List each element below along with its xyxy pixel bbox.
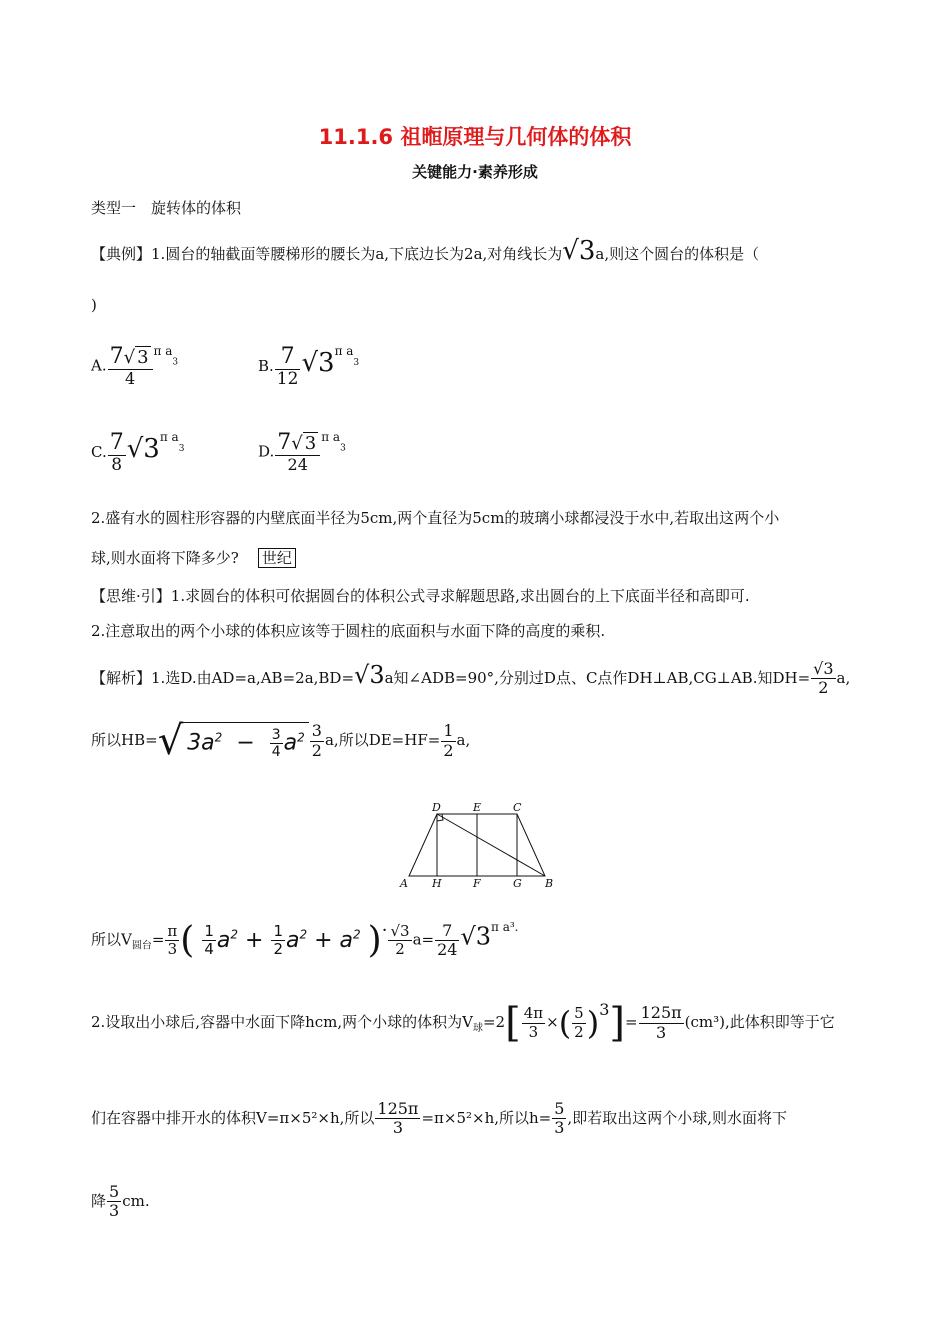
label-d: D <box>432 801 441 814</box>
sqrt-3-c: √3 <box>126 433 160 464</box>
sqrt-3: √3 <box>562 236 596 266</box>
solution-line1: 【解析】1.选D.由AD=a,AB=2a,BD=√3a知∠ADB=90°,分别过D点、C点作DH⊥AB,CG⊥AB.知DH= $\frac{√3}{2}$ a, <box>91 659 851 698</box>
frac-7sqrt3-24: $\frac{7√ 3}{24}$ <box>275 430 320 475</box>
solution-part2-line2: 们在容器中排开水的体积V=π×5²×h,所以 $\frac{125\pi}{3}$ =π×5²×h,所以h= $\frac{5}{3}$ ,即若取出这两个小球,则水面将下 <box>91 1099 787 1138</box>
label-b: B <box>545 877 554 890</box>
q2-badge: 世纪 <box>258 548 296 568</box>
label-g: G <box>513 877 522 890</box>
label-e: E <box>473 801 482 814</box>
label-f: F <box>473 877 481 890</box>
trapezoid-figure <box>395 800 560 890</box>
example-q1 <box>91 236 759 266</box>
solution-part2-line1: 2.设取出小球后,容器中水面下降hcm,两个小球的体积为$V_球=2$[ $\frac{4\pi}{3}$ ×( $\frac{5}{2}$ )$^3$]= $\frac{125\pi}{3}$ (cm³),此体积即等于它 <box>91 1000 835 1046</box>
example-tag: 【典例】 <box>91 245 152 263</box>
frac-7-12: $\frac{7}{12}$ <box>276 344 299 390</box>
thinking-line1: 【思维·引】1.求圆台的体积可依据圆台的体积公式寻求解题思路,求出圆台的上下底面半径和高即可. <box>91 587 750 605</box>
segment-db <box>437 814 545 876</box>
solution-part2-line3: 降 $\frac{5}{3}$ cm. <box>91 1182 150 1221</box>
label-h: H <box>432 877 442 890</box>
q2-line1: 2.盛有水的圆柱形容器的内壁底面半径为5cm,两个直径为5cm的玻璃小球都浸没于水中,若取出这两个小 <box>91 509 780 527</box>
solution-hb: 所以HB=√ $3a^2$ − $\frac{3}{4}$ $a^2$ $\frac{3}{2}$ a,所以DE=HF= $\frac{1}{2}$ a, <box>91 718 471 764</box>
frac-7-8: $\frac{7}{8}$ <box>109 430 124 476</box>
frac-7sqrt3-4: $\frac{7√ 3}{4}$ <box>108 344 153 389</box>
q1-text: 1.圆台的轴截面等腰梯形的腰长为a,下底边长为2a,对角线长为 <box>151 245 563 263</box>
page-title: 11.1.6 祖暅原理与几何体的体积 <box>318 125 632 149</box>
q1-close: ) <box>91 296 97 314</box>
label-a: A <box>400 877 408 890</box>
q1-after: a,则这个圆台的体积是（ <box>595 245 760 263</box>
sqrt-3-b: √3 <box>301 347 335 378</box>
solution-volume: 所以$V_{圆台}=$ $\frac{\pi}{3}$ ( $\frac{1}{4}$ $a^2$ + $\frac{1}{2}$ $a^2 + a^2$ )· $\frac{√3}{2}$ a= $\frac{7}{24}$ $√3^{\pi a^3.}$ <box>91 920 519 961</box>
thinking-line2: 2.注意取出的两个小球的体积应该等于圆柱的底面积与水面下降的高度的乘积. <box>91 622 606 640</box>
label-c: C <box>513 801 522 814</box>
type-heading: 类型一 旋转体的体积 <box>91 199 242 217</box>
option-a: A. $\frac{7√ 3}{4}$ $^{\pi a3}$ <box>91 344 179 389</box>
option-c: C. $\frac{7}{8}$ $√3^{\pi a3}$ <box>91 430 185 476</box>
option-b: B. $\frac{7}{12}$ $√3^{\pi a3}$ <box>258 344 360 390</box>
option-d: D. $\frac{7√ 3}{24}$ $^{\pi a3}$ <box>258 430 346 475</box>
page-subtitle: 关键能力·素养形成 <box>412 163 538 181</box>
q2-line2: 球,则水面将下降多少? 世纪 <box>91 547 296 568</box>
